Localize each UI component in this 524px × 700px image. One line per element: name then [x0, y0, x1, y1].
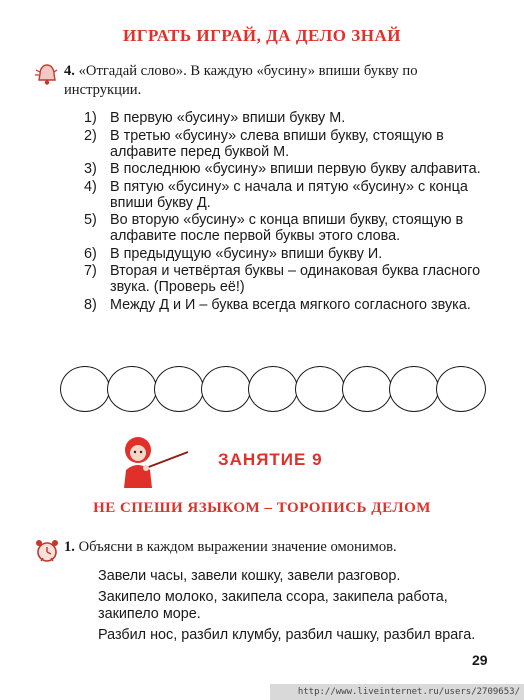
phrase-line: Закипело молоко, закипела ссора, закипела работа, закипело море.	[98, 589, 448, 622]
bead-input[interactable]	[295, 366, 345, 412]
list-item: 4) В пятую «бусину» с начала и пятую «бусину» с конца впиши букву Д.	[84, 178, 468, 211]
phrase-line: Разбил нос, разбил клумбу, разбил чашку, разбил врага.	[98, 627, 476, 643]
task-text-line2: инструкции.	[64, 82, 142, 98]
bead-input[interactable]	[154, 366, 204, 412]
teacher-illustration	[116, 430, 196, 490]
instruction-list	[84, 110, 496, 314]
source-watermark: http://www.liveinternet.ru/users/2709653/	[270, 684, 524, 700]
list-item: 1) В первую «бусину» впиши букву М.	[84, 110, 346, 126]
bell-icon	[34, 62, 60, 88]
lesson-title: ЗАНЯТИЕ 9	[218, 450, 323, 469]
alarm-clock-icon	[34, 538, 60, 564]
task-number: 1.	[64, 539, 75, 555]
list-item: 6) В предыдущую «бусину» впиши букву И.	[84, 245, 383, 262]
section-heading: ИГРАТЬ ИГРАЙ, ДА ДЕЛО ЗНАЙ	[123, 26, 401, 45]
list-item: 5) Во вторую «бусину» с конца впиши букву, стоящую в алфавите после первой буквы этого слова.	[84, 212, 464, 244]
bead-input[interactable]	[342, 366, 392, 412]
task4-instruction	[64, 62, 504, 100]
phrases-block	[98, 568, 498, 648]
bead-input[interactable]	[107, 366, 157, 412]
bead-row	[60, 366, 490, 416]
list-item: 8) Между Д и И – буква всегда мягкого согласного звука.	[84, 296, 471, 313]
task-text-line1: «Отгадай слово». В каждую «бусину» впиши букву по	[78, 63, 418, 79]
task-text: Объясни в каждом выражении значение омонимов.	[78, 539, 397, 555]
list-item: 3) В последнюю «бусину» впиши первую букву алфавита.	[84, 161, 481, 177]
bead-input[interactable]	[60, 366, 110, 412]
bead-input[interactable]	[201, 366, 251, 412]
bead-input[interactable]	[248, 366, 298, 412]
list-item: 7) Вторая и четвёртая буквы – одинаковая буква гласного звука. (Проверь её!)	[84, 263, 481, 295]
page-number: 29	[472, 652, 488, 668]
task-number: 4.	[64, 63, 75, 79]
phrase-line: Завели часы, завели кошку, завели разговор.	[98, 568, 401, 584]
list-item: 2) В третью «бусину» слева впиши букву, стоящую в алфавите перед буквой М.	[84, 127, 444, 160]
subsection-heading: НЕ СПЕШИ ЯЗЫКОМ – ТОРОПИСЬ ДЕЛОМ	[93, 500, 431, 516]
bead-input[interactable]	[436, 366, 486, 412]
bead-input[interactable]	[389, 366, 439, 412]
task1-instruction	[64, 538, 504, 557]
